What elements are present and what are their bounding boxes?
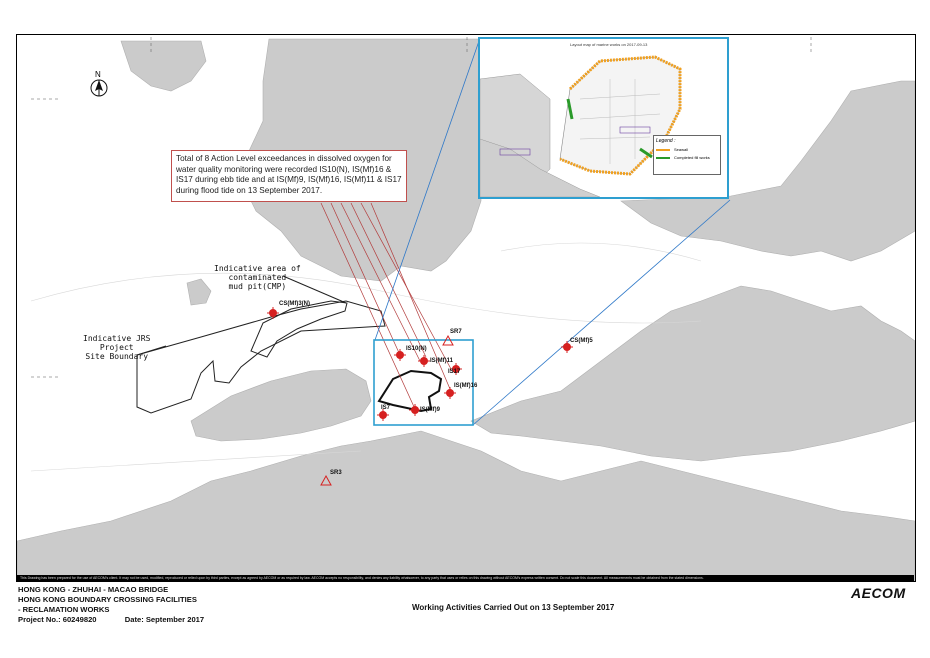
landmass-east-island	[471, 286, 915, 461]
station-label-is-mf9: IS(Mf)9	[420, 407, 440, 413]
legend-swatch	[656, 149, 670, 151]
station-label-is17: IS17	[448, 369, 461, 375]
station-marker	[418, 355, 430, 367]
landmass-airport	[191, 369, 371, 441]
station-label-sr3: SR3	[330, 470, 342, 476]
drawing-title: Working Activities Carried Out on 13 September 2017	[412, 603, 615, 612]
title-line-2: HONG KONG BOUNDARY CROSSING FACILITIES	[18, 595, 197, 604]
station-label-is10n: IS10(N)	[406, 346, 427, 352]
landmass-south-island	[17, 431, 915, 581]
callout-text: Total of 8 Action Level exceedances in dissolved oxygen for water quality monitoring were recorded IS10(N), IS(Mf)16 & IS17 during ebb tide and at IS(Mf)9, IS(Mf)16, IS(Mf)11 & IS17 during flood tide on 13 September 2017.	[176, 154, 402, 195]
station-label-sr7: SR7	[450, 329, 462, 335]
station-label-is7: IS7	[381, 405, 391, 411]
north-arrow	[89, 69, 109, 104]
legend-label: Completed fill works	[674, 155, 710, 160]
project-date-row	[18, 615, 204, 625]
station-label-is-mf11: IS(Mf)11	[430, 358, 454, 364]
inset-legend	[653, 135, 721, 175]
legend-label: Seawall	[674, 147, 689, 152]
north-label: N	[95, 70, 101, 79]
inset-map	[478, 37, 729, 199]
legend-title: Legend :	[656, 138, 676, 144]
inset-title: Layout map of marine works on 2017-09-13	[570, 42, 648, 47]
disclaimer-bar	[16, 575, 914, 581]
jrs-annotation: Indicative JRS Project Site Boundary	[83, 334, 151, 361]
landmass-group	[17, 39, 915, 581]
cmp-annotation: Indicative area of contaminated mud pit(CMP)	[214, 264, 301, 291]
landmass-west-strip	[121, 41, 206, 91]
aecom-logo: AECOM	[851, 585, 906, 601]
map-frame	[16, 34, 916, 582]
title-line-1: HONG KONG - ZHUHAI - MACAO BRIDGE	[18, 585, 169, 594]
legend-swatch	[656, 157, 670, 159]
disclaimer-text: This Drawing has been prepared for the use of AECOM's client. It may not be used, modified, reproduced or relied upon by third parties, except as agreed by AECOM or as required by law. AECOM accepts no responsibility, and denies any liability whatsoever, to any party that uses or relies on this drawing without AECOM's express written consent. Do not scale this document. All measurements must be obtained from the stated dimensions.	[20, 576, 704, 580]
title-block	[18, 585, 204, 625]
project-number: Project No.: 60249820	[18, 615, 97, 624]
landmass-northwest-island	[187, 279, 211, 305]
map-canvas	[17, 35, 915, 581]
drawing-date: Date: September 2017	[124, 615, 205, 624]
station-label-is-mf16: IS(Mf)16	[454, 383, 478, 389]
north-arrow-icon	[89, 69, 109, 99]
legend-item	[656, 147, 718, 152]
exceedance-callout	[171, 150, 407, 202]
title-line-3: - RECLAMATION WORKS	[18, 605, 110, 614]
station-marker	[394, 349, 406, 361]
station-label-cs-mf-3-n: CS(Mf)3(N)	[279, 301, 310, 307]
legend-item	[656, 155, 718, 160]
station-label-cs-mf5: CS(Mf)5	[570, 338, 593, 344]
